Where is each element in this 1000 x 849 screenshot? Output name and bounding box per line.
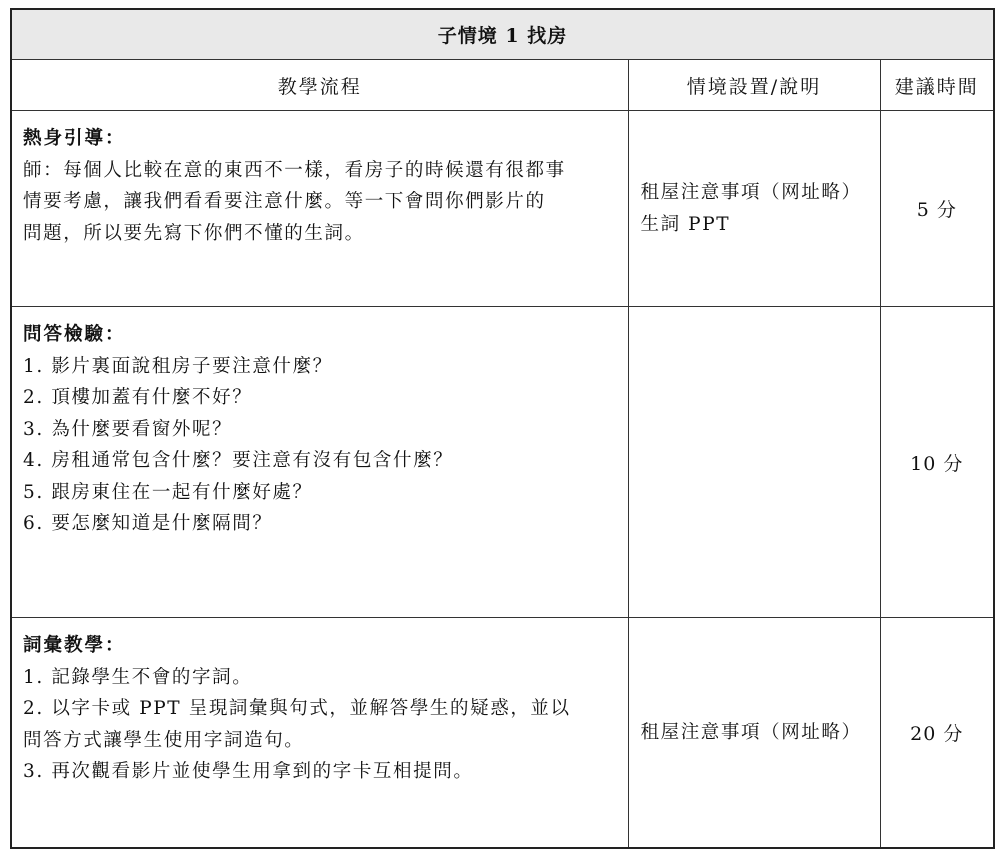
time-cell-warmup: 5 分 bbox=[880, 111, 994, 307]
header-scenario-setting: 情境設置/說明 bbox=[628, 60, 880, 111]
setting-line: 租屋注意事項（网址略） bbox=[640, 181, 862, 203]
flow-cell-warmup bbox=[11, 111, 628, 307]
step-line: 6. 要怎麼知道是什麼隔間？ bbox=[23, 513, 273, 534]
step-heading: 詞彙教學： bbox=[23, 635, 126, 656]
table-header-row bbox=[11, 60, 994, 111]
step-heading: 熱身引導： bbox=[23, 128, 126, 149]
step-line: 師：每個人比較在意的東西不一樣，看房子的時候還有很都事 bbox=[23, 159, 566, 181]
setting-cell-vocabulary bbox=[628, 618, 880, 849]
step-line: 問題，所以要先寫下你們不懂的生詞。 bbox=[23, 222, 365, 244]
setting-line: 生詞 PPT bbox=[640, 213, 731, 235]
table-row-warmup bbox=[11, 111, 994, 307]
lesson-plan-table bbox=[10, 8, 995, 849]
step-line: 3. 再次觀看影片並使學生用拿到的字卡互相提問。 bbox=[23, 761, 474, 782]
table-title-row bbox=[11, 9, 994, 60]
header-teaching-flow: 教學流程 bbox=[11, 60, 628, 111]
step-line: 情要考慮，讓我們看看要注意什麼。等一下會問你們影片的 bbox=[23, 191, 546, 212]
table-title: 子情境 1 找房 bbox=[11, 9, 994, 60]
step-line: 2. 以字卡或 PPT 呈現詞彙與句式，並解答學生的疑惑，並以 bbox=[23, 698, 571, 719]
table-row-qa bbox=[11, 307, 994, 618]
setting-cell-qa bbox=[628, 307, 880, 618]
step-line: 2. 頂樓加蓋有什麼不好？ bbox=[23, 387, 253, 408]
step-line: 1. 記錄學生不會的字詞。 bbox=[23, 666, 253, 688]
header-suggested-time: 建議時間 bbox=[880, 60, 994, 111]
step-line: 問答方式讓學生使用字詞造句。 bbox=[23, 729, 305, 751]
step-heading: 問答檢驗： bbox=[23, 324, 126, 345]
time-cell-vocabulary: 20 分 bbox=[880, 618, 994, 849]
step-line: 4. 房租通常包含什麼？要注意有沒有包含什麼？ bbox=[23, 450, 454, 471]
step-line: 1. 影片裏面說租房子要注意什麼？ bbox=[23, 355, 333, 377]
time-cell-qa: 10 分 bbox=[880, 307, 994, 618]
step-line: 5. 跟房東住在一起有什麼好處？ bbox=[23, 481, 313, 503]
setting-cell-warmup bbox=[628, 111, 880, 307]
step-line: 3. 為什麼要看窗外呢？ bbox=[23, 418, 233, 440]
flow-cell-qa bbox=[11, 307, 628, 618]
setting-line: 租屋注意事項（网址略） bbox=[640, 721, 862, 743]
table-row-vocabulary bbox=[11, 618, 994, 849]
flow-cell-vocabulary bbox=[11, 618, 628, 849]
